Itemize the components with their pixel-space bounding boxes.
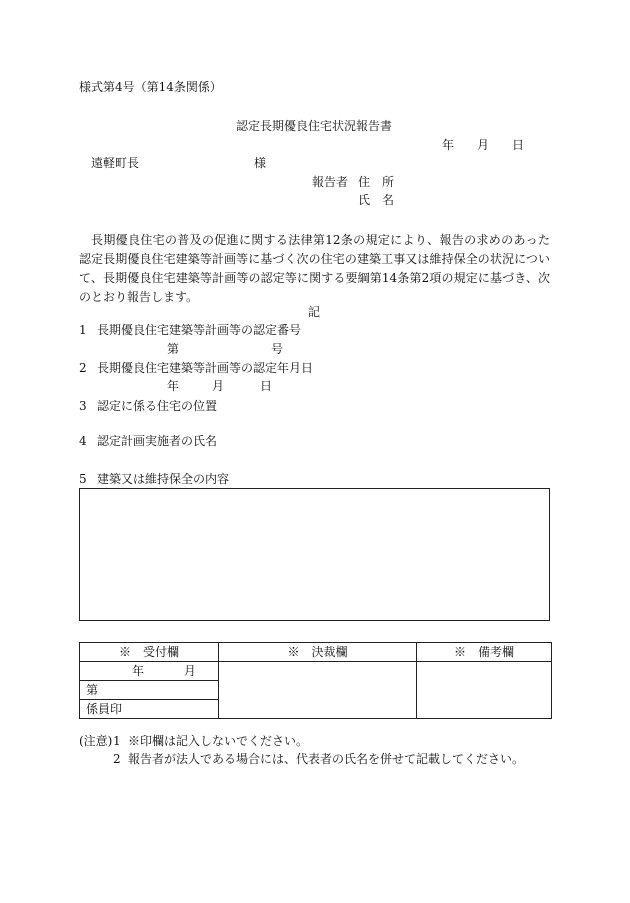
item-number: 2 (79, 361, 87, 375)
office-use-table (79, 642, 552, 719)
item-label: 認定計画実施者の氏名 (97, 434, 218, 448)
date-month-label: 月 (477, 138, 490, 152)
item-number: 4 (79, 434, 87, 448)
receipt-number-cell: 第 (80, 681, 219, 700)
item-label: 長期優良住宅建築等計画等の認定年月日 (97, 361, 314, 375)
remarks-cell (417, 662, 552, 719)
note-prefix: (注意) (79, 734, 113, 748)
item-number: 5 (79, 472, 87, 486)
date-day-label: 日 (512, 138, 525, 152)
note-1-text: ※印欄は記入しないでください。 (128, 734, 309, 748)
addressee: 遠軽町長 (91, 156, 140, 170)
honorific: 様 (254, 156, 267, 170)
cert-date-year: 年 (167, 379, 180, 393)
decision-cell (219, 662, 417, 719)
remarks-header: ※ 備考欄 (417, 643, 552, 662)
note-2-text: 報告者が法人である場合には、代表者の氏名を併せて記載してください。 (128, 752, 525, 766)
document-title: 認定長期優良住宅状況報告書 (236, 119, 393, 133)
date-year-label: 年 (442, 138, 455, 152)
construction-content-box[interactable] (79, 488, 550, 621)
receipt-date-cell (80, 662, 219, 681)
certification-number-suffix: 号 (271, 342, 284, 356)
item-label: 建築又は維持保全の内容 (97, 472, 230, 486)
ki-heading: 記 (308, 305, 321, 319)
name-label: 氏 名 (358, 193, 395, 207)
receipt-year-label: 年 (132, 664, 145, 678)
body-paragraph: 長期優良住宅の普及の促進に関する法律第12条の規定により、報告の求めのあった認定長期優良住宅建築等計画等に基づく次の住宅の建築工事又は維持保全の状況について、長期優良住宅建築等計画等の認定等に関する要綱第14条第2項の規定に基づき、次のとおり報告します。 (79, 233, 550, 304)
note-1-number: 1 (113, 734, 121, 748)
note-2-number: 2 (113, 752, 121, 766)
receipt-month-label: 月 (183, 664, 196, 678)
cert-date-day: 日 (260, 379, 273, 393)
address-label: 住 所 (358, 175, 395, 189)
receipt-header: ※ 受付欄 (80, 643, 219, 662)
item-label: 長期優良住宅建築等計画等の認定番号 (97, 323, 302, 337)
staff-seal-cell: 係員印 (80, 700, 219, 719)
certification-number-prefix: 第 (167, 342, 180, 356)
form-number: 様式第4号（第14条関係） (79, 80, 222, 94)
reporter-label: 報告者 (312, 175, 349, 189)
item-label: 認定に係る住宅の位置 (97, 399, 218, 413)
decision-header: ※ 決裁欄 (219, 643, 417, 662)
cert-date-month: 月 (212, 379, 225, 393)
item-number: 3 (79, 399, 87, 413)
item-number: 1 (79, 323, 87, 337)
